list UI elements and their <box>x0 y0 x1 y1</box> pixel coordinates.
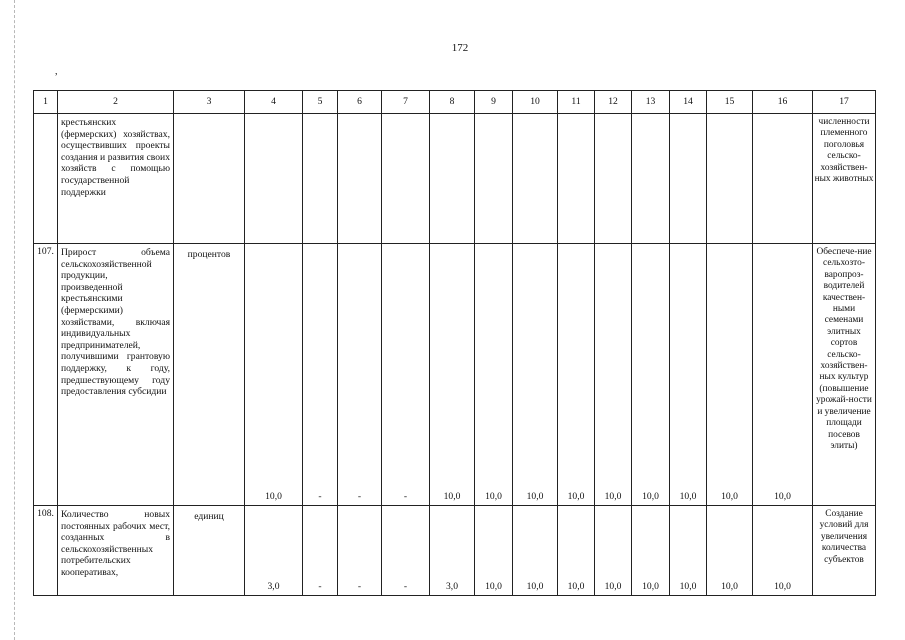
indicators-table <box>33 90 876 596</box>
header-row <box>34 91 876 114</box>
header-cell: 7 <box>382 91 430 114</box>
value-cell <box>245 114 303 244</box>
row-number: 107. <box>34 244 58 506</box>
value-cell: 10,0 <box>475 506 513 596</box>
header-cell: 15 <box>707 91 753 114</box>
header-cell: 12 <box>595 91 632 114</box>
header-cell: 1 <box>34 91 58 114</box>
unit-cell <box>174 114 245 244</box>
header-cell: 2 <box>58 91 174 114</box>
value-cell: 10,0 <box>245 244 303 506</box>
value-cell: - <box>382 506 430 596</box>
value-cell: 10,0 <box>475 244 513 506</box>
header-cell: 17 <box>813 91 876 114</box>
value-cell: 10,0 <box>430 244 475 506</box>
value-cell: 10,0 <box>595 244 632 506</box>
value-cell: 3,0 <box>245 506 303 596</box>
header-cell: 14 <box>670 91 707 114</box>
value-cell: 10,0 <box>670 506 707 596</box>
description-cell: Обеспече-ние сельхозто-варопроз-водителей качествен-ными семенами элитных сортов сельско-хозяйствен-ных культур (повышение урожай-ности и увеличение площади посевов элиты) <box>813 244 876 506</box>
indicator-name: крестьянских (фермерских) хозяйствах, осуществивших проекты создания и развития своих хозяйств с помощью государственной поддержки <box>58 114 174 244</box>
header-cell: 4 <box>245 91 303 114</box>
value-cell: 10,0 <box>707 506 753 596</box>
value-cell: 10,0 <box>513 244 558 506</box>
value-cell: - <box>303 506 338 596</box>
value-cell: - <box>382 244 430 506</box>
value-cell: 10,0 <box>753 244 813 506</box>
value-cell: - <box>338 506 382 596</box>
unit-cell: процентов <box>174 244 245 506</box>
value-cell <box>382 114 430 244</box>
value-cell <box>303 114 338 244</box>
header-cell: 3 <box>174 91 245 114</box>
value-cell <box>475 114 513 244</box>
header-cell: 8 <box>430 91 475 114</box>
value-cell: 10,0 <box>707 244 753 506</box>
header-cell: 13 <box>632 91 670 114</box>
value-cell <box>632 114 670 244</box>
stray-mark: , <box>55 66 58 77</box>
value-cell <box>707 114 753 244</box>
value-cell: - <box>338 244 382 506</box>
header-cell: 10 <box>513 91 558 114</box>
header-cell: 9 <box>475 91 513 114</box>
value-cell <box>558 114 595 244</box>
value-cell: 10,0 <box>753 506 813 596</box>
table-row <box>34 506 876 596</box>
indicator-name: Количество новых постоянных рабочих мест, созданных в сельскохозяйственных потребительских кооперативах, <box>58 506 174 596</box>
row-number: 108. <box>34 506 58 596</box>
value-cell: 10,0 <box>558 244 595 506</box>
value-cell: 3,0 <box>430 506 475 596</box>
value-cell: 10,0 <box>632 244 670 506</box>
value-cell <box>595 114 632 244</box>
page-number: 172 <box>451 42 469 54</box>
value-cell: 10,0 <box>558 506 595 596</box>
description-cell: численности племенного поголовья сельско-хозяйствен-ных животных <box>813 114 876 244</box>
value-cell: 10,0 <box>595 506 632 596</box>
value-cell: - <box>303 244 338 506</box>
value-cell: 10,0 <box>513 506 558 596</box>
value-cell: 10,0 <box>632 506 670 596</box>
header-cell: 11 <box>558 91 595 114</box>
header-cell: 5 <box>303 91 338 114</box>
indicator-name: Прирост объема сельскохозяйственной продукции, произведенной крестьянскими (фермерскими) хозяйствами, включая индивидуальных предпринимателей, получившими грантовую поддержку, к году, предшествующему году предоставления субсидии <box>58 244 174 506</box>
value-cell <box>670 114 707 244</box>
value-cell <box>430 114 475 244</box>
value-cell <box>338 114 382 244</box>
row-number <box>34 114 58 244</box>
left-margin-line <box>14 0 15 640</box>
unit-cell: единиц <box>174 506 245 596</box>
table-row <box>34 244 876 506</box>
header-cell: 6 <box>338 91 382 114</box>
table-row <box>34 114 876 244</box>
header-cell: 16 <box>753 91 813 114</box>
value-cell: 10,0 <box>670 244 707 506</box>
description-cell: Создание условий для увеличения количества субъектов <box>813 506 876 596</box>
value-cell <box>753 114 813 244</box>
value-cell <box>513 114 558 244</box>
